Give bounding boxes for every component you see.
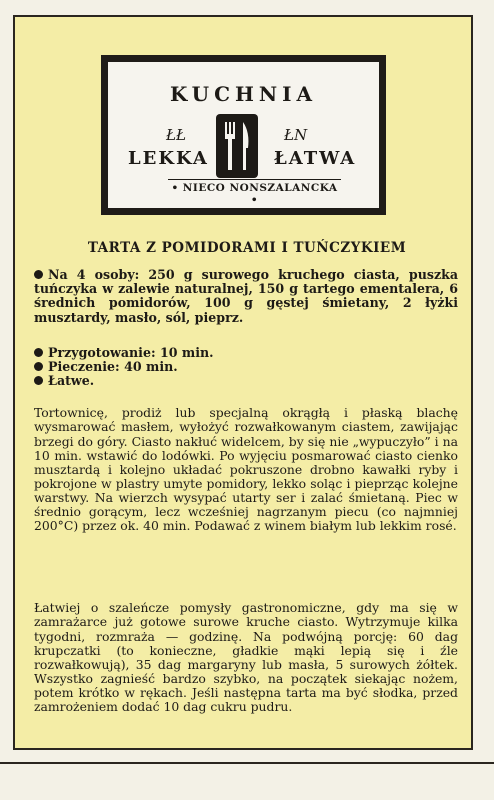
logo-signature-left: ŁŁ (166, 126, 187, 144)
difficulty-text: Łatwe. (48, 373, 95, 389)
logo-word-lekka: LEKKA (128, 148, 209, 169)
bullet-icon (34, 270, 43, 279)
bottom-rule (0, 762, 494, 764)
meta-bake (34, 360, 458, 374)
bullet-icon (34, 348, 43, 357)
dough-paragraph: Łatwiej o szaleńcze pomysły gastronomiczne, gdy ma się w zamrażarce już gotowe surowe kruche ciasto. Wytrzymuje kilka tygodni, rozmraża — godzinę. Na podwójną porcję: 60 dag krupczatki (to konieczne, gładkie mąki lepią się i źle rozwałkowują), 35 dag margaryny lub masła, 5 surowych żółtek. Wszystko zagnieść bardzo szybko, na początek siekając nożem, potem krótko w rękach. Jeśli następna tarta ma być słodka, przed zamrożeniem dodać 10 dag cukru pudru. (34, 600, 458, 715)
logo-signature-right: ŁN (284, 126, 308, 144)
kuchnia-logo (101, 55, 386, 215)
method-paragraph: Tortownicę, prodiż lub specjalną okrągłą i płaską blachę wysmarować masłem, wyłożyć rozwałkowanym ciastem, zawijając brzegi do góry. Ciasto nakłuć widelcem, by się nie „wypuczyło” i na 10 min. wstawić do lodówki. Po wyjęciu posmarować ciasto cienko musztardą i kolejno układać pokruszone drobno kawałki ryby i pokrojone w plastry umyte pomidory, lekko soląc i pieprząc kolejne warstwy. Na wierzch wysypać utarty ser i zalać śmietaną. Piec w średnio gorącym, lecz wcześniej nagrzanym piecu (co najmniej 200°C) przez ok. 40 min. Podawać z winem białym lub lekkim rosé. (34, 405, 458, 534)
article-title: TARTA Z POMIDORAMI I TUŃCZYKIEM (87, 240, 407, 256)
logo-panel (108, 62, 379, 208)
prep-text: Przygotowanie: 10 min. (48, 345, 214, 360)
knife-fork-icon (216, 114, 258, 178)
bullet-icon (34, 362, 43, 371)
logo-tagline: • NIECO NONSZALANCKA • (168, 179, 341, 209)
meta-list (34, 346, 458, 389)
ingredients-block (34, 268, 458, 325)
bake-text: Pieczenie: 40 min. (48, 359, 178, 375)
bullet-icon (34, 376, 43, 385)
meta-difficulty (34, 374, 458, 388)
meta-prep (34, 346, 458, 360)
ingredients-text: Na 4 osoby: 250 g surowego kruchego ciasta, puszka tuńczyka w zalewie naturalnej, 150 g tartego ementalera, 6 średnich pomidorów, 100 g gęstej śmietany, 2 łyżki musztardy, masło, sól, pieprz. (34, 267, 458, 325)
logo-word-latwa: ŁATWA (274, 148, 357, 169)
logo-kuchnia-text: KUCHNIA (169, 82, 318, 106)
